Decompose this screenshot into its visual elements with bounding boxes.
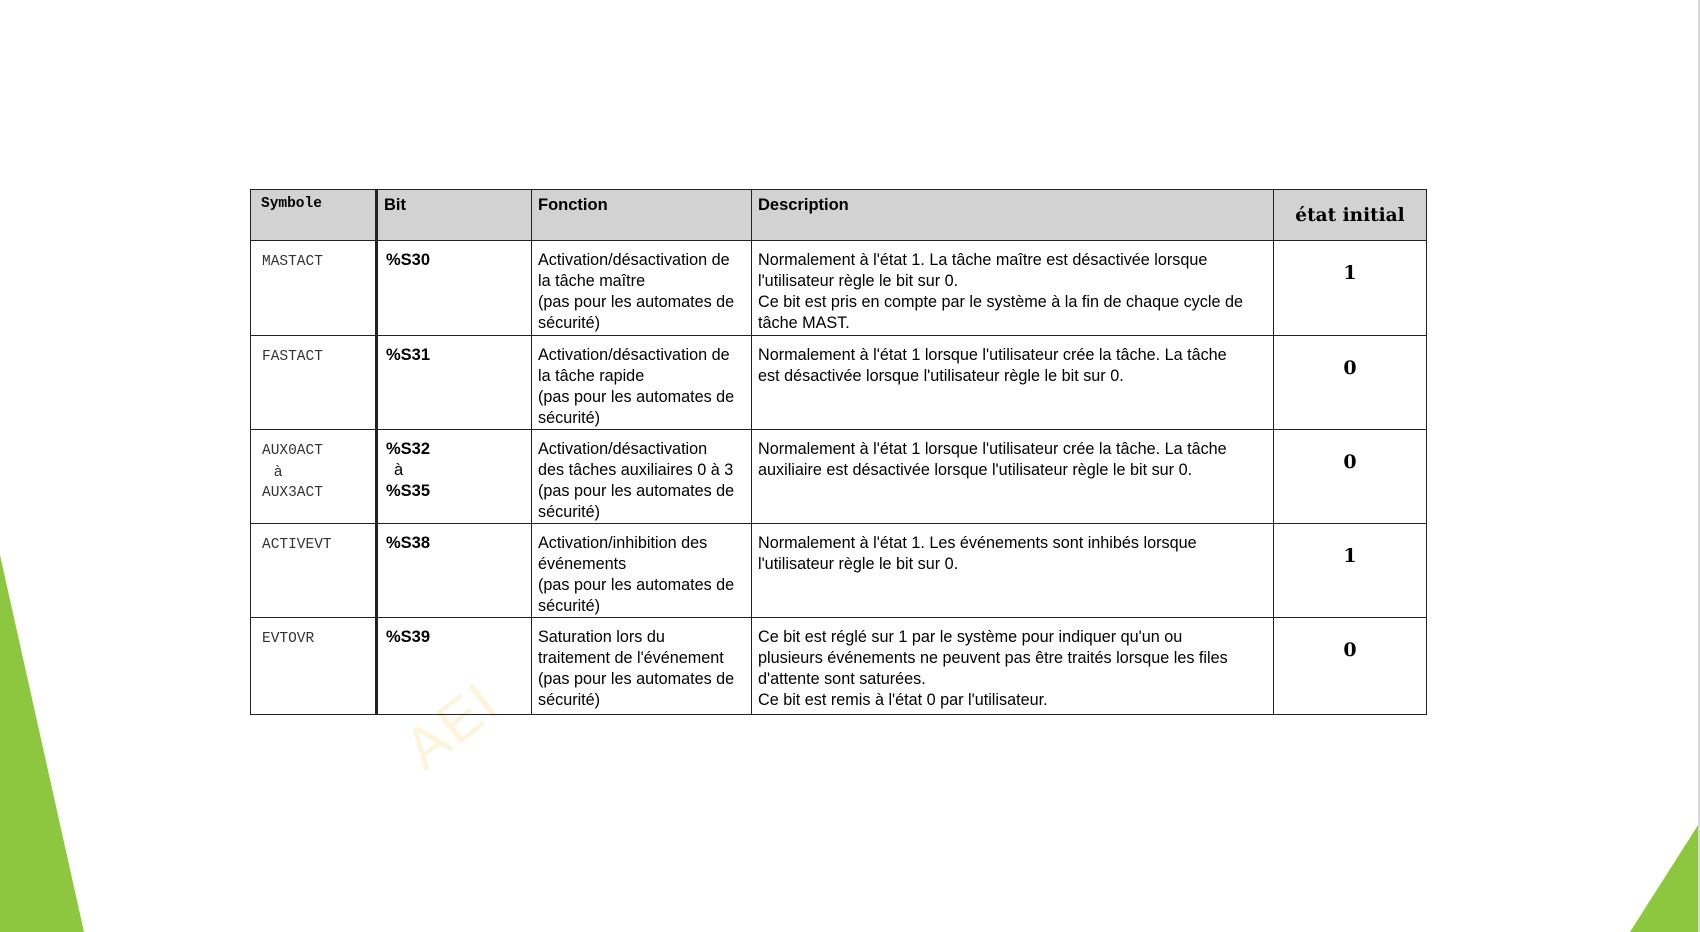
fonction-line: sécurité)	[538, 597, 601, 615]
fonction-line: Saturation lors du	[538, 628, 665, 646]
fonction-line: Activation/désactivation	[538, 440, 708, 458]
fonction-line: (pas pour les automates de	[538, 388, 735, 406]
cell-bit	[377, 336, 532, 430]
fonction-line: Activation/inhibition des	[538, 534, 708, 552]
description-line: l'utilisateur règle le bit sur 0.	[758, 555, 959, 573]
header-etat-initial: état initial	[1274, 190, 1427, 241]
table-row	[251, 618, 1427, 715]
fonction-line: Activation/désactivation de	[538, 251, 730, 269]
symbole-text: EVTOVR	[262, 631, 315, 647]
cell-bit	[377, 524, 532, 618]
green-triangle-right-decoration	[1630, 0, 1700, 932]
cell-bit	[377, 241, 532, 336]
description-line: Ce bit est remis à l'état 0 par l'utilisateur.	[758, 691, 1048, 709]
description-line: auxiliaire est désactivée lorsque l'utilisateur règle le bit sur 0.	[758, 461, 1193, 479]
fonction-line: (pas pour les automates de	[538, 482, 735, 500]
header-bit: Bit	[377, 190, 532, 241]
description-line: est désactivée lorsque l'utilisateur règle le bit sur 0.	[758, 367, 1124, 385]
fonction-line: sécurité)	[538, 409, 601, 427]
fonction-line: sécurité)	[538, 314, 601, 332]
cell-etat-initial: 1	[1274, 524, 1427, 618]
table-row	[251, 336, 1427, 430]
cell-symbole	[251, 524, 377, 618]
cell-fonction	[532, 241, 752, 336]
description-line: Normalement à l'état 1. Les événements sont inhibés lorsque	[758, 534, 1197, 552]
cell-symbole	[251, 430, 377, 524]
symbole-text: ACTIVEVT	[262, 537, 332, 553]
cell-fonction	[532, 524, 752, 618]
bit-text: %S39	[386, 628, 431, 646]
cell-description	[752, 241, 1274, 336]
description-line: Ce bit est réglé sur 1 par le système pour indiquer qu'un ou	[758, 628, 1183, 646]
description-line: Normalement à l'état 1. La tâche maître est désactivée lorsque	[758, 251, 1208, 269]
bit-text: %S35	[386, 482, 431, 500]
description-line: d'attente sont saturées.	[758, 670, 926, 688]
fonction-line: (pas pour les automates de	[538, 576, 735, 594]
symbole-text: FASTACT	[262, 349, 323, 365]
description-line: l'utilisateur règle le bit sur 0.	[758, 272, 959, 290]
bit-text: %S32	[386, 440, 431, 458]
cell-etat-initial: 1	[1274, 241, 1427, 336]
cell-symbole	[251, 336, 377, 430]
fonction-line: événements	[538, 555, 627, 573]
description-line: plusieurs événements ne peuvent pas être traités lorsque les files	[758, 649, 1228, 667]
fonction-line: des tâches auxiliaires 0 à 3	[538, 461, 734, 479]
green-triangle-left-decoration	[0, 0, 100, 932]
green-triangle-left-shape	[0, 555, 84, 932]
green-triangle-right-shape	[1630, 822, 1700, 932]
cell-bit	[377, 618, 532, 715]
fonction-line: sécurité)	[538, 691, 601, 709]
cell-etat-initial: 0	[1274, 430, 1427, 524]
bit-text: %S31	[386, 346, 431, 364]
table-row	[251, 430, 1427, 524]
cell-etat-initial: 0	[1274, 618, 1427, 715]
symbole-text: AUX3ACT	[262, 485, 323, 501]
fonction-line: sécurité)	[538, 503, 601, 521]
bit-text: %S38	[386, 534, 431, 552]
bit-text: %S30	[386, 251, 431, 269]
description-line: tâche MAST.	[758, 314, 850, 332]
cell-description	[752, 336, 1274, 430]
cell-fonction	[532, 336, 752, 430]
fonction-line: (pas pour les automates de	[538, 670, 735, 688]
table-header-row	[251, 190, 1427, 241]
table-row	[251, 241, 1427, 336]
system-bits-table	[250, 189, 1427, 715]
fonction-line: la tâche maître	[538, 272, 646, 290]
cell-fonction	[532, 430, 752, 524]
description-line: Normalement à l'état 1 lorsque l'utilisateur crée la tâche. La tâche	[758, 440, 1227, 458]
cell-description	[752, 430, 1274, 524]
cell-symbole	[251, 241, 377, 336]
header-symbole: Symbole	[251, 190, 377, 241]
header-fonction: Fonction	[532, 190, 752, 241]
table-row	[251, 524, 1427, 618]
fonction-line: traitement de l'événement	[538, 649, 724, 667]
cell-bit	[377, 430, 532, 524]
symbole-text: MASTACT	[262, 254, 323, 270]
symbole-range-separator: à	[274, 464, 283, 480]
cell-symbole	[251, 618, 377, 715]
cell-etat-initial: 0	[1274, 336, 1427, 430]
header-description: Description	[752, 190, 1274, 241]
description-line: Ce bit est pris en compte par le système à la fin de chaque cycle de	[758, 293, 1243, 311]
cell-fonction	[532, 618, 752, 715]
cell-description	[752, 524, 1274, 618]
bit-range-separator: à	[394, 461, 404, 479]
fonction-line: (pas pour les automates de	[538, 293, 735, 311]
cell-description	[752, 618, 1274, 715]
fonction-line: Activation/désactivation de	[538, 346, 730, 364]
symbole-text: AUX0ACT	[262, 443, 323, 459]
description-line: Normalement à l'état 1 lorsque l'utilisateur crée la tâche. La tâche	[758, 346, 1227, 364]
watermark-text: AEI	[392, 669, 512, 783]
fonction-line: la tâche rapide	[538, 367, 645, 385]
